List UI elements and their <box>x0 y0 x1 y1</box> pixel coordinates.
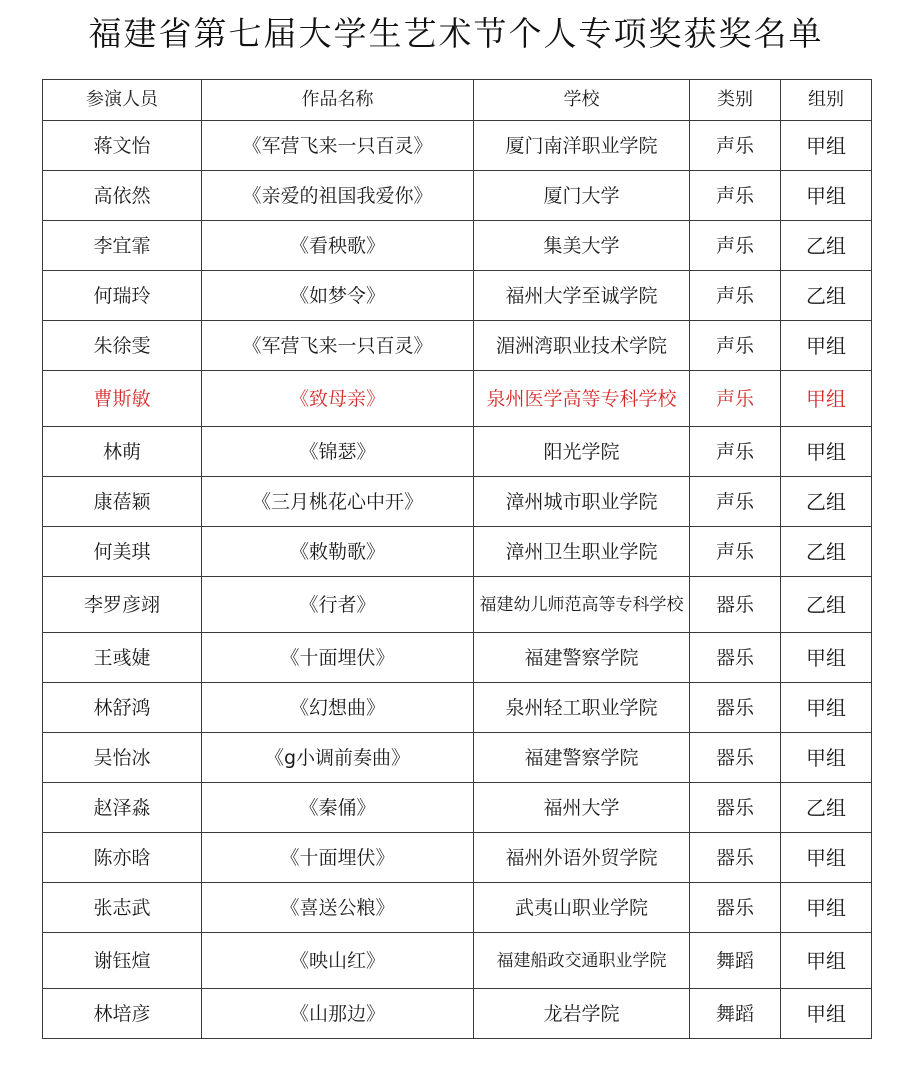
performer-cell: 曹斯敏 <box>43 371 202 427</box>
category-cell: 声乐 <box>690 221 781 271</box>
table-row <box>43 171 872 221</box>
table-row <box>43 833 872 883</box>
performer-cell: 谢钰煊 <box>43 933 202 989</box>
school-cell: 厦门南洋职业学院 <box>474 121 690 171</box>
table-row <box>43 733 872 783</box>
group-cell: 乙组 <box>781 271 872 321</box>
group-cell: 甲组 <box>781 733 872 783</box>
category-cell: 器乐 <box>690 683 781 733</box>
school-cell: 泉州医学高等专科学校 <box>474 371 690 427</box>
school-cell: 福建警察学院 <box>474 633 690 683</box>
category-cell: 舞蹈 <box>690 933 781 989</box>
table-row <box>43 477 872 527</box>
work-cell: 《秦俑》 <box>202 783 474 833</box>
school-cell: 福州大学 <box>474 783 690 833</box>
table-row <box>43 121 872 171</box>
performer-cell: 张志武 <box>43 883 202 933</box>
header-work: 作品名称 <box>202 80 474 121</box>
table-row <box>43 989 872 1039</box>
performer-cell: 何瑞玲 <box>43 271 202 321</box>
performer-cell: 林萌 <box>43 427 202 477</box>
table-row-highlighted <box>43 371 872 427</box>
work-cell: 《幻想曲》 <box>202 683 474 733</box>
header-category: 类别 <box>690 80 781 121</box>
group-cell: 乙组 <box>781 477 872 527</box>
work-cell: 《锦瑟》 <box>202 427 474 477</box>
performer-cell: 高依然 <box>43 171 202 221</box>
category-cell: 器乐 <box>690 733 781 783</box>
category-cell: 声乐 <box>690 121 781 171</box>
school-cell: 湄洲湾职业技术学院 <box>474 321 690 371</box>
performer-cell: 赵泽淼 <box>43 783 202 833</box>
category-cell: 器乐 <box>690 783 781 833</box>
header-row <box>43 80 872 121</box>
performer-cell: 林培彦 <box>43 989 202 1039</box>
performer-cell: 李宜霏 <box>43 221 202 271</box>
school-cell: 泉州轻工职业学院 <box>474 683 690 733</box>
school-cell: 厦门大学 <box>474 171 690 221</box>
category-cell: 器乐 <box>690 883 781 933</box>
school-cell: 集美大学 <box>474 221 690 271</box>
work-cell: 《三月桃花心中开》 <box>202 477 474 527</box>
performer-cell: 朱徐雯 <box>43 321 202 371</box>
table-row <box>43 427 872 477</box>
table-row <box>43 683 872 733</box>
group-cell: 乙组 <box>781 527 872 577</box>
performer-cell: 吴怡冰 <box>43 733 202 783</box>
group-cell: 乙组 <box>781 783 872 833</box>
school-cell: 福建警察学院 <box>474 733 690 783</box>
school-cell: 龙岩学院 <box>474 989 690 1039</box>
table-row <box>43 883 872 933</box>
header-performer: 参演人员 <box>43 80 202 121</box>
table-row <box>43 933 872 989</box>
work-cell: 《看秧歌》 <box>202 221 474 271</box>
group-cell: 甲组 <box>781 121 872 171</box>
category-cell: 声乐 <box>690 527 781 577</box>
school-cell: 福州大学至诚学院 <box>474 271 690 321</box>
category-cell: 舞蹈 <box>690 989 781 1039</box>
work-cell: 《敕勒歌》 <box>202 527 474 577</box>
table-row <box>43 577 872 633</box>
header-school: 学校 <box>474 80 690 121</box>
work-cell: 《如梦令》 <box>202 271 474 321</box>
table-row <box>43 527 872 577</box>
group-cell: 甲组 <box>781 989 872 1039</box>
performer-cell: 陈亦晗 <box>43 833 202 883</box>
work-cell: 《致母亲》 <box>202 371 474 427</box>
category-cell: 声乐 <box>690 271 781 321</box>
group-cell: 甲组 <box>781 633 872 683</box>
work-cell: 《十面埋伏》 <box>202 833 474 883</box>
header-group: 组别 <box>781 80 872 121</box>
performer-cell: 何美琪 <box>43 527 202 577</box>
group-cell: 甲组 <box>781 321 872 371</box>
school-cell: 武夷山职业学院 <box>474 883 690 933</box>
school-cell: 漳州卫生职业学院 <box>474 527 690 577</box>
group-cell: 乙组 <box>781 577 872 633</box>
award-table <box>42 79 872 1039</box>
table-row <box>43 321 872 371</box>
work-cell: 《映山红》 <box>202 933 474 989</box>
category-cell: 声乐 <box>690 477 781 527</box>
table-row <box>43 221 872 271</box>
group-cell: 甲组 <box>781 371 872 427</box>
school-cell: 阳光学院 <box>474 427 690 477</box>
group-cell: 乙组 <box>781 221 872 271</box>
school-cell: 福州外语外贸学院 <box>474 833 690 883</box>
page-title: 福建省第七届大学生艺术节个人专项奖获奖名单 <box>88 14 824 53</box>
work-cell: 《山那边》 <box>202 989 474 1039</box>
group-cell: 甲组 <box>781 171 872 221</box>
work-cell: 《喜送公粮》 <box>202 883 474 933</box>
category-cell: 声乐 <box>690 371 781 427</box>
school-cell: 漳州城市职业学院 <box>474 477 690 527</box>
performer-cell: 王彧婕 <box>43 633 202 683</box>
category-cell: 声乐 <box>690 321 781 371</box>
work-cell: 《亲爱的祖国我爱你》 <box>202 171 474 221</box>
group-cell: 甲组 <box>781 427 872 477</box>
work-cell: 《军营飞来一只百灵》 <box>202 121 474 171</box>
performer-cell: 林舒鸿 <box>43 683 202 733</box>
work-cell: 《十面埋伏》 <box>202 633 474 683</box>
category-cell: 声乐 <box>690 427 781 477</box>
performer-cell: 蒋文怡 <box>43 121 202 171</box>
table-row <box>43 783 872 833</box>
table-row <box>43 633 872 683</box>
table-row <box>43 271 872 321</box>
group-cell: 甲组 <box>781 833 872 883</box>
work-cell: 《g小调前奏曲》 <box>202 733 474 783</box>
group-cell: 甲组 <box>781 683 872 733</box>
group-cell: 甲组 <box>781 883 872 933</box>
category-cell: 器乐 <box>690 833 781 883</box>
performer-cell: 康蓓颖 <box>43 477 202 527</box>
performer-cell: 李罗彦翊 <box>43 577 202 633</box>
work-cell: 《军营飞来一只百灵》 <box>202 321 474 371</box>
group-cell: 甲组 <box>781 933 872 989</box>
school-cell: 福建船政交通职业学院 <box>474 933 690 989</box>
category-cell: 声乐 <box>690 171 781 221</box>
category-cell: 器乐 <box>690 633 781 683</box>
school-cell: 福建幼儿师范高等专科学校 <box>474 577 690 633</box>
work-cell: 《行者》 <box>202 577 474 633</box>
category-cell: 器乐 <box>690 577 781 633</box>
